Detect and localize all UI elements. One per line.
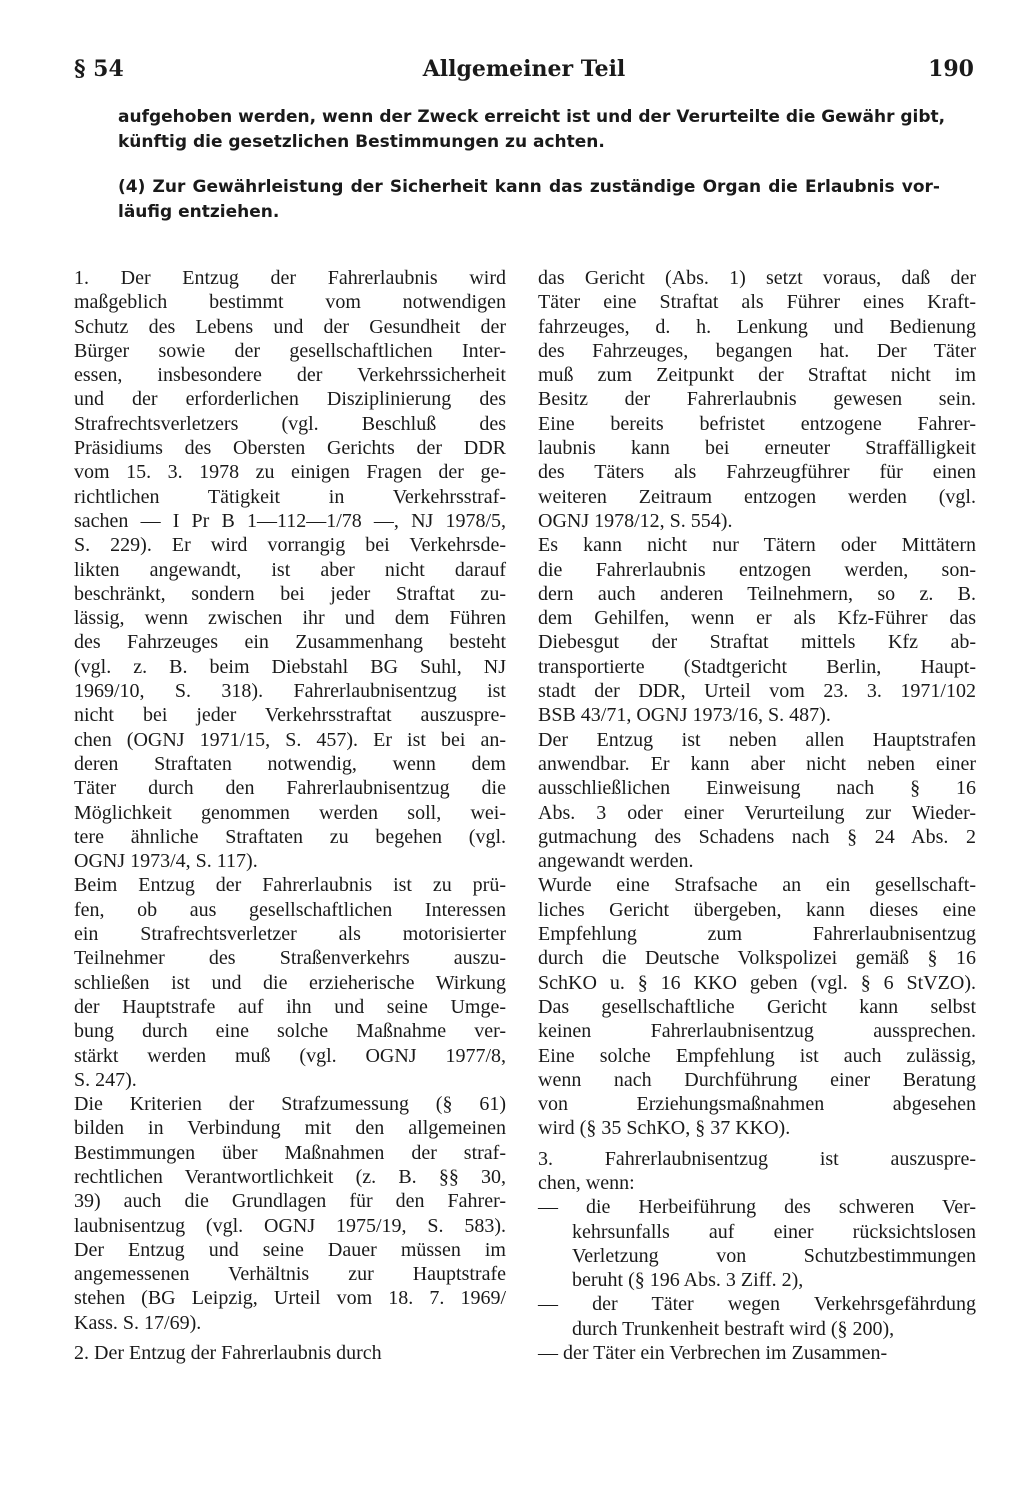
- text-line: chen (OGNJ 1971/15, S. 457). Er ist bei an-: [74, 728, 506, 751]
- text-line: angemessenen Verhältnis zur Hauptstrafe: [74, 1263, 506, 1286]
- text-line: muß zum Zeitpunkt der Straftat nicht im: [538, 364, 976, 387]
- statute-paragraph-4: [118, 175, 940, 225]
- commentary-right-column: [538, 266, 976, 1365]
- text-line: dem Gehilfen, wenn er als Kfz-Führer das: [538, 607, 976, 630]
- text-line: Eine solche Empfehlung ist auch zulässig,: [538, 1044, 976, 1067]
- text-line: laubnisentzug (vgl. OGNJ 1975/19, S. 583).: [74, 1214, 506, 1237]
- text-line: vom 15. 3. 1978 zu einigen Fragen der ge-: [74, 461, 506, 484]
- text-line: Täter eine Straftat als Führer eines Kraft-: [538, 291, 976, 314]
- text-line: fen, ob aus gesellschaftlichen Interessen: [74, 898, 506, 921]
- text-line: Eine bereits befristet entzogene Fahrer-: [538, 412, 976, 435]
- text-line: deren Straftaten notwendig, wenn dem: [74, 752, 506, 775]
- text-line: Schutz des Lebens und der Gesundheit der: [74, 315, 506, 338]
- text-line: ein Strafrechtsverletzer als motorisierter: [74, 923, 506, 946]
- text-line: BSB 43/71, OGNJ 1973/16, S. 487).: [538, 704, 831, 727]
- text-line: OGNJ 1978/12, S. 554).: [538, 509, 733, 532]
- text-line: Die Kriterien der Strafzumessung (§ 61): [74, 1093, 506, 1116]
- text-line: wird (§ 35 SchKO, § 37 KKO).: [538, 1117, 791, 1140]
- text-line: stärkt werden muß (vgl. OGNJ 1977/8,: [74, 1044, 506, 1067]
- section-number: § 54: [74, 56, 124, 82]
- text-line: stehen (BG Leipzig, Urteil vom 18. 7. 1969/: [74, 1287, 506, 1310]
- text-line: Das gesellschaftliche Gericht kann selbst: [538, 995, 976, 1018]
- running-title: Allgemeiner Teil: [422, 56, 626, 82]
- text-line: durch die Deutsche Volkspolizei gemäß § 16: [538, 947, 976, 970]
- text-line: essen, insbesondere der Verkehrssicherheit: [74, 364, 506, 387]
- text-line: Diebesgut der Straftat mittels Kfz ab-: [538, 631, 976, 654]
- text-line: OGNJ 1973/4, S. 117).: [74, 850, 258, 873]
- text-line: — die Herbeiführung des schweren Ver-: [538, 1196, 976, 1219]
- text-line: Strafrechtsverletzers (vgl. Beschluß des: [74, 412, 506, 435]
- text-line: Täter durch den Fahrerlaubnisentzug die: [74, 777, 506, 800]
- text-line: der Hauptstrafe auf ihn und seine Umge-: [74, 995, 506, 1018]
- text-line: Präsidiums des Obersten Gerichts der DDR: [74, 437, 506, 460]
- text-line: tere ähnliche Straftaten zu begehen (vgl.: [74, 825, 506, 848]
- text-line: dern auch anderen Teilnehmern, so z. B.: [538, 582, 976, 605]
- text-line: — der Täter ein Verbrechen im Zusammen-: [538, 1342, 888, 1365]
- page-number: 190: [928, 56, 974, 82]
- text-line: schließen ist und die erzieherische Wirkung: [74, 971, 506, 994]
- text-line: rechtlichen Verantwortlichkeit (z. B. §§ 30,: [74, 1165, 506, 1188]
- text-line: bilden in Verbindung mit den allgemeinen: [74, 1117, 506, 1140]
- text-line: wenn nach Durchführung einer Beratung: [538, 1068, 976, 1091]
- statute-line: aufgehoben werden, wenn der Zweck erreicht ist und der Verurteilte die Gewähr gibt,: [118, 107, 946, 127]
- text-line: des Täters als Fahrzeugführer für einen: [538, 461, 976, 484]
- text-line: richtlichen Tätigkeit in Verkehrsstraf-: [74, 485, 506, 508]
- commentary-left-column: [74, 266, 506, 1365]
- text-line: (vgl. z. B. beim Diebstahl BG Suhl, NJ: [74, 655, 506, 678]
- text-line: anwendbar. Er kann aber nicht neben einer: [538, 752, 976, 775]
- text-line: lässig, wenn zwischen ihr und dem Führen: [74, 607, 506, 630]
- statute-line: läufig entziehen.: [118, 202, 280, 222]
- text-line: durch Trunkenheit bestraft wird (§ 200),: [572, 1317, 895, 1340]
- text-line: keinen Fahrerlaubnisentzug aussprechen.: [538, 1020, 976, 1043]
- text-line: likten angewandt, ist aber nicht darauf: [74, 558, 506, 581]
- text-line: beruht (§ 196 Abs. 3 Ziff. 2),: [572, 1269, 804, 1292]
- text-line: Besitz der Fahrerlaubnis gewesen sein.: [538, 388, 976, 411]
- text-line: Empfehlung zum Fahrerlaubnisentzug: [538, 923, 976, 946]
- text-line: bung durch eine solche Maßnahme ver-: [74, 1020, 506, 1043]
- text-line: Beim Entzug der Fahrerlaubnis ist zu prü-: [74, 874, 506, 897]
- text-line: maßgeblich bestimmt vom notwendigen: [74, 291, 506, 314]
- text-line: S. 247).: [74, 1068, 137, 1091]
- text-line: SchKO u. § 16 KKO geben (vgl. § 6 StVZO).: [538, 971, 976, 994]
- text-line: 2. Der Entzug der Fahrerlaubnis durch: [74, 1342, 382, 1365]
- text-line: 1. Der Entzug der Fahrerlaubnis wird: [74, 267, 506, 289]
- text-line: Der Entzug und seine Dauer müssen im: [74, 1238, 506, 1261]
- text-line: 1969/10, S. 318). Fahrerlaubnisentzug ist: [74, 680, 506, 703]
- text-line: beschränkt, sondern bei jeder Straftat zu-: [74, 582, 506, 605]
- text-line: angewandt werden.: [538, 850, 694, 873]
- text-line: transportierte (Stadtgericht Berlin, Haupt-: [538, 655, 976, 678]
- text-line: Wurde eine Strafsache an ein gesellschaft-: [538, 874, 976, 897]
- text-line: Bestimmungen über Maßnahmen der straf-: [74, 1141, 506, 1164]
- text-line: 3. Fahrerlaubnisentzug ist auszuspre-: [538, 1147, 976, 1170]
- text-line: Abs. 3 oder einer Verurteilung zur Wieder-: [538, 801, 976, 824]
- text-line: Der Entzug ist neben allen Hauptstrafen: [538, 728, 976, 751]
- text-line: Verletzung von Schutzbestimmungen: [572, 1244, 976, 1267]
- text-line: S. 229). Er wird vorrangig bei Verkehrsde-: [74, 534, 506, 557]
- text-line: — der Täter wegen Verkehrsgefährdung: [538, 1293, 976, 1316]
- text-line: stadt der DDR, Urteil vom 23. 3. 1971/102: [538, 680, 976, 703]
- text-line: weiteren Zeitraum entzogen werden (vgl.: [538, 485, 976, 508]
- text-line: des Fahrzeuges ein Zusammenhang besteht: [74, 631, 506, 654]
- text-line: die Fahrerlaubnis entzogen werden, son-: [538, 558, 976, 581]
- text-line: 39) auch die Grundlagen für den Fahrer-: [74, 1190, 506, 1213]
- text-line: sachen — I Pr B 1—112—1/78 —, NJ 1978/5,: [74, 509, 506, 532]
- text-line: von Erziehungsmaßnahmen abgesehen: [538, 1093, 976, 1116]
- text-line: chen, wenn:: [538, 1171, 635, 1194]
- text-line: laubnis kann bei erneuter Straffälligkeit: [538, 437, 976, 460]
- text-line: liches Gericht übergeben, kann dieses eine: [538, 898, 976, 921]
- statute-line: (4) Zur Gewährleistung der Sicherheit kann das zuständige Organ die Erlaubnis vor-: [118, 177, 940, 197]
- page-header: [74, 56, 974, 90]
- text-line: Es kann nicht nur Tätern oder Mittätern: [538, 534, 976, 557]
- text-line: gutmachung des Schadens nach § 24 Abs. 2: [538, 825, 976, 848]
- text-line: ausschließlichen Einweisung nach § 16: [538, 777, 976, 800]
- text-line: fahrzeuges, d. h. Lenkung und Bedienung: [538, 315, 976, 338]
- text-line: nicht bei jeder Verkehrsstraftat auszuspre-: [74, 704, 506, 727]
- text-line: des Fahrzeuges, begangen hat. Der Täter: [538, 339, 976, 362]
- text-line: kehrsunfalls auf einer rücksichtslosen: [572, 1220, 976, 1243]
- text-line: Bürger sowie der gesellschaftlichen Inter-: [74, 339, 506, 362]
- text-line: und der erforderlichen Disziplinierung des: [74, 388, 506, 411]
- text-line: das Gericht (Abs. 1) setzt voraus, daß der: [538, 267, 976, 289]
- text-line: Teilnehmer des Straßenverkehrs auszu-: [74, 947, 506, 970]
- statute-paragraph-3-end: [118, 105, 946, 155]
- statute-line: künftig die gesetzlichen Bestimmungen zu achten.: [118, 132, 605, 152]
- text-line: Kass. S. 17/69).: [74, 1311, 202, 1334]
- text-line: Möglichkeit genommen werden soll, wei-: [74, 801, 506, 824]
